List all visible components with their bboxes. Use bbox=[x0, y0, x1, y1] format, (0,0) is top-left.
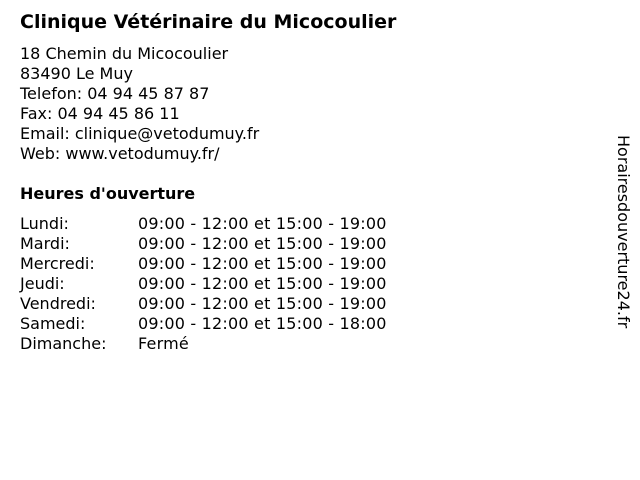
hours-row-monday bbox=[20, 214, 440, 234]
hours-row-wednesday bbox=[20, 254, 440, 274]
day-label: Jeudi: bbox=[20, 274, 65, 293]
business-title: Clinique Vétérinaire du Micocoulier bbox=[20, 11, 397, 33]
fax-number: Fax: 04 94 45 86 11 bbox=[20, 104, 180, 123]
hours-row-tuesday bbox=[20, 234, 440, 254]
site-watermark: Horairesdouverture24.fr bbox=[614, 135, 633, 329]
day-label: Vendredi: bbox=[20, 294, 96, 313]
opening-hours-table bbox=[20, 214, 440, 354]
street-address: 18 Chemin du Micocoulier bbox=[20, 44, 229, 63]
hours-value: 09:00 - 12:00 et 15:00 - 19:00 bbox=[138, 254, 387, 273]
hours-value: 09:00 - 12:00 et 15:00 - 19:00 bbox=[138, 234, 387, 253]
day-label: Mardi: bbox=[20, 234, 70, 253]
day-label: Mercredi: bbox=[20, 254, 95, 273]
website-address: Web: www.vetodumuy.fr/ bbox=[20, 144, 220, 163]
day-label: Dimanche: bbox=[20, 334, 107, 353]
day-label: Lundi: bbox=[20, 214, 69, 233]
contact-block bbox=[20, 44, 259, 164]
hours-value: 09:00 - 12:00 et 15:00 - 19:00 bbox=[138, 274, 387, 293]
hours-row-thursday bbox=[20, 274, 440, 294]
hours-row-sunday bbox=[20, 334, 440, 354]
phone-number: Telefon: 04 94 45 87 87 bbox=[20, 84, 210, 103]
hours-value: 09:00 - 12:00 et 15:00 - 19:00 bbox=[138, 294, 387, 313]
hours-value: 09:00 - 12:00 et 15:00 - 19:00 bbox=[138, 214, 387, 233]
email-address: Email: clinique@vetodumuy.fr bbox=[20, 124, 260, 143]
hours-row-friday bbox=[20, 294, 440, 314]
hours-row-saturday bbox=[20, 314, 440, 334]
opening-hours-heading: Heures d'ouverture bbox=[20, 184, 196, 203]
hours-value: 09:00 - 12:00 et 15:00 - 18:00 bbox=[138, 314, 387, 333]
hours-value: Fermé bbox=[138, 334, 189, 353]
city-address: 83490 Le Muy bbox=[20, 64, 133, 83]
day-label: Samedi: bbox=[20, 314, 86, 333]
